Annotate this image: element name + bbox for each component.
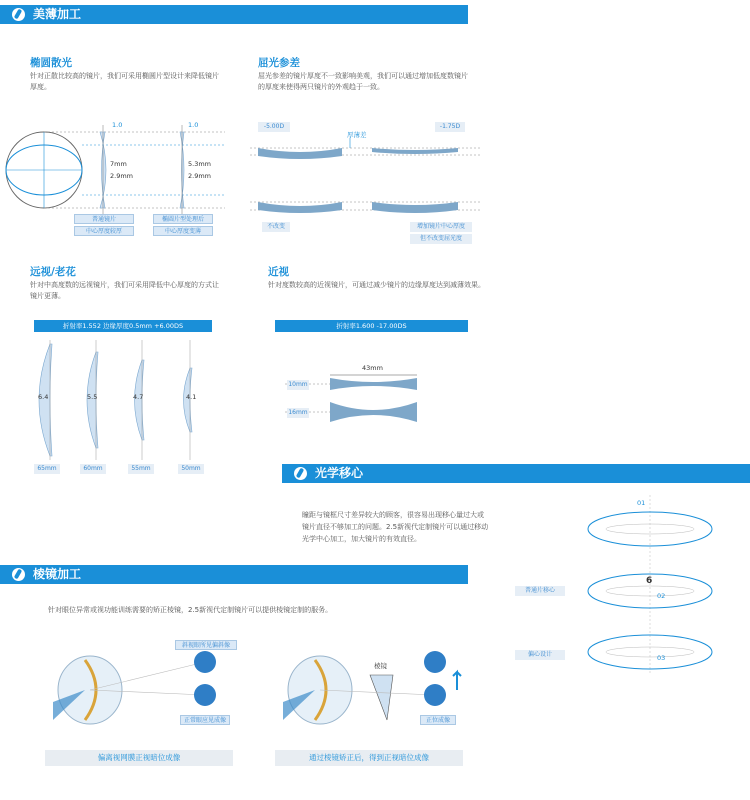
aniso-note2: 但不改变屈光度 bbox=[410, 234, 472, 244]
optical-desc-2: 镜片直径不够加工的问题。2.5新视代定制镜片可以通过移动 bbox=[302, 523, 489, 531]
farsight-dia-1: 60mm bbox=[80, 464, 106, 474]
prism-corrected: 正位成像 bbox=[420, 715, 456, 725]
section-bar-prism bbox=[0, 565, 468, 584]
prism-caption-left: 偏离视网膜正视暗位成像 bbox=[45, 750, 233, 766]
optical-tag1: 普通片移心 bbox=[515, 586, 565, 596]
aniso-note1: 增加镜片中心厚度 bbox=[410, 222, 472, 232]
optical-n01: 01 bbox=[637, 499, 646, 507]
lens-icon bbox=[12, 568, 25, 581]
optical-desc-3: 光学中心加工，加大镜片的有效直径。 bbox=[302, 535, 421, 543]
ellipse-desc-2: 厚度。 bbox=[30, 83, 51, 91]
myopia-title: 近视 bbox=[268, 266, 289, 278]
section-bar-beauty bbox=[0, 5, 468, 24]
ellipse-thick-b: 5.3mm bbox=[188, 160, 212, 168]
ellipse-edge-a: 2.9mm bbox=[110, 172, 134, 180]
prism-diagram-left bbox=[45, 650, 245, 740]
aniso-title: 屈光参差 bbox=[258, 57, 300, 69]
optical-n02: 02 bbox=[657, 592, 666, 600]
ellipse-dim-b: 1.0 bbox=[188, 121, 199, 129]
ellipse-label-b2: 中心厚度变薄 bbox=[153, 226, 213, 236]
myopia-width: 43mm bbox=[362, 364, 383, 372]
aniso-desc-1: 屈光参差的镜片厚度不一致影响美观，我们可以通过增加低度数镜片 bbox=[258, 72, 468, 80]
section-title-prism: 棱镜加工 bbox=[33, 567, 82, 581]
prism-caption-right: 通过棱镜矫正后，得到正视暗位成像 bbox=[275, 750, 463, 766]
myopia-spec: 折射率1.600 -17.00DS bbox=[275, 320, 468, 332]
aniso-diff-label: 厚薄差 bbox=[347, 131, 367, 139]
myopia-edge1: 10mm bbox=[288, 381, 308, 388]
optical-shift: 6 bbox=[646, 576, 653, 586]
prism-oblique: 斜视眼所见偏斜像 bbox=[175, 640, 237, 650]
farsight-thick-1: 5.5 bbox=[87, 393, 98, 401]
farsight-spec: 折射率1.552 边缘厚度0.5mm +6.00DS bbox=[34, 320, 212, 332]
farsight-title: 远视/老花 bbox=[30, 266, 76, 278]
prism-desc: 针对眼位异常或视功能训练需要的矫正棱镜，2.5新视代定制镜片可以提供棱镜定制的服务。 bbox=[48, 606, 333, 614]
optical-tag2: 偏心设计 bbox=[515, 650, 565, 660]
farsight-dia-0: 65mm bbox=[34, 464, 60, 474]
optical-desc-1: 瞳距与镜框尺寸差异较大的顾客，很容易出现移心量过大或 bbox=[302, 511, 484, 519]
myopia-desc: 针对度数较高的近视镜片，可通过减少镜片的边缘厚度达到减薄效果。 bbox=[268, 281, 485, 289]
aniso-desc-2: 的厚度来使得两只镜片的外观趋于一致。 bbox=[258, 83, 384, 91]
ellipse-thick-a: 7mm bbox=[110, 160, 127, 168]
farsight-desc-1: 针对中高度数的远视镜片，我们可采用降低中心厚度的方式让 bbox=[30, 281, 219, 289]
prism-diagram-right bbox=[275, 650, 475, 740]
myopia-edge2: 16mm bbox=[288, 409, 308, 416]
aniso-left-power: -5.00D bbox=[258, 122, 290, 132]
prism-label: 棱镜 bbox=[374, 662, 387, 670]
aniso-right-power: -1.75D bbox=[435, 122, 465, 132]
farsight-dia-3: 50mm bbox=[178, 464, 204, 474]
farsight-dia-2: 55mm bbox=[128, 464, 154, 474]
ellipse-title: 椭圆散光 bbox=[30, 57, 72, 69]
aniso-diagram bbox=[250, 138, 480, 218]
aniso-unchanged: 不改变 bbox=[262, 222, 290, 232]
optical-n03: 03 bbox=[657, 654, 666, 662]
farsight-thick-2: 4.7 bbox=[133, 393, 144, 401]
section-title-optical: 光学移心 bbox=[315, 466, 364, 480]
farsight-thick-3: 4.1 bbox=[186, 393, 197, 401]
ellipse-edge-b: 2.9mm bbox=[188, 172, 212, 180]
section-title-beauty: 美薄加工 bbox=[33, 7, 82, 21]
farsight-desc-2: 镜片更薄。 bbox=[30, 292, 65, 300]
farsight-thick-0: 6.4 bbox=[38, 393, 49, 401]
prism-normal: 正常眼应见成像 bbox=[180, 715, 230, 725]
ellipse-label-b1: 椭圆片型处理后 bbox=[153, 214, 213, 224]
ellipse-label-a2: 中心厚度较厚 bbox=[74, 226, 134, 236]
lens-icon bbox=[12, 8, 25, 21]
section-bar-optical bbox=[282, 464, 750, 483]
lens-icon bbox=[294, 467, 307, 480]
ellipse-desc-1: 针对正散比较高的镜片，我们可采用椭圆片型设计来降低镜片 bbox=[30, 72, 219, 80]
ellipse-dim-a: 1.0 bbox=[112, 121, 123, 129]
ellipse-label-a1: 普通镜片 bbox=[74, 214, 134, 224]
